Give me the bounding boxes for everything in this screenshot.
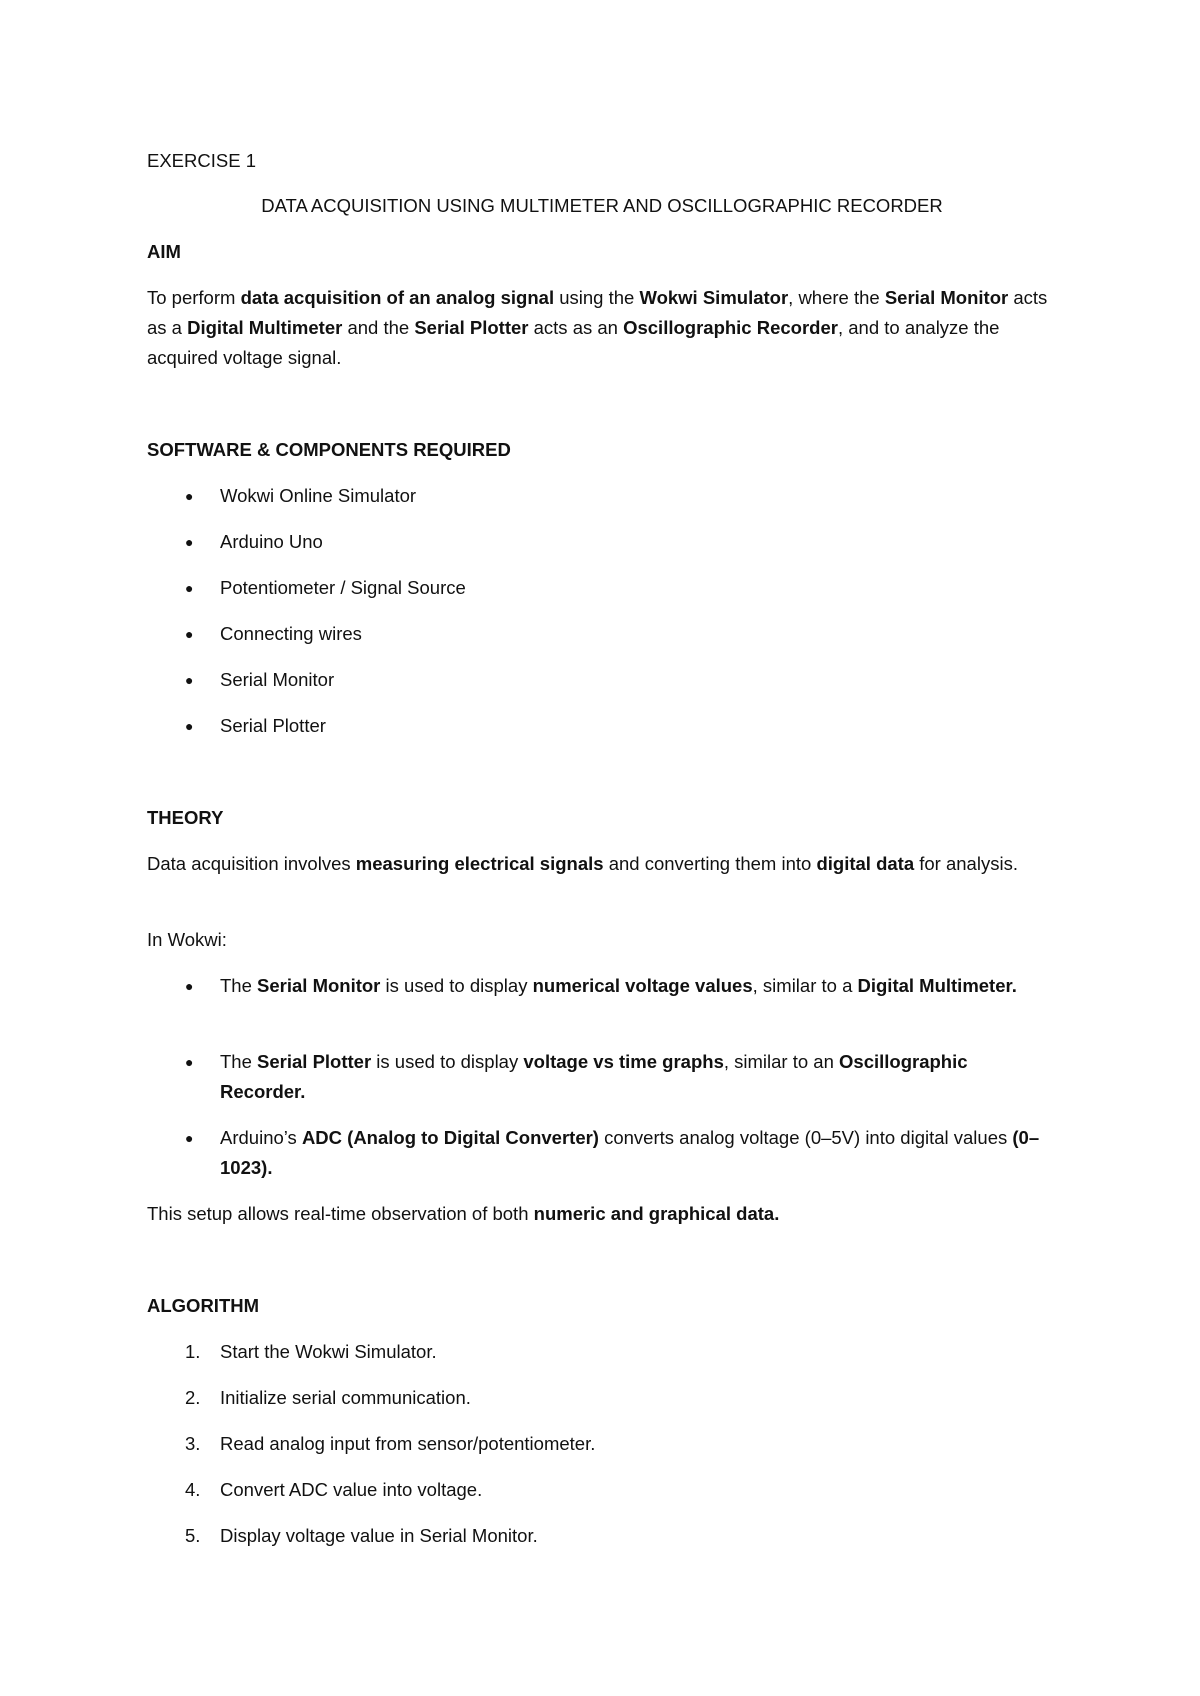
theory-summary: This setup allows real-time observation of both numeric and graphical data. (147, 1203, 780, 1224)
bullet-icon: ● (185, 1130, 194, 1146)
bullet-icon: ● (185, 534, 194, 550)
aim-paragraph: To perform data acquisition of an analog signal using the Wokwi Simulator, where the Serial Monitor acts as a Digital Multimeter and the Serial Plotter acts as an Oscillographic Recorder, and to analyze the acquired voltage signal. (147, 287, 1048, 368)
bullet-icon: ● (185, 626, 194, 642)
page-title: DATA ACQUISITION USING MULTIMETER AND OSCILLOGRAPHIC RECORDER (261, 195, 943, 216)
bullet-icon: ● (185, 672, 194, 688)
software-heading: SOFTWARE & COMPONENTS REQUIRED (147, 439, 511, 460)
bullet-icon: ● (185, 718, 194, 734)
document-page: EXERCISE 1 DATA ACQUISITION USING MULTIMETER AND OSCILLOGRAPHIC RECORDER AIM To perform data acquisition of an analog signal using the Wokwi Simulator, where the Serial Monitor acts as a Digital Multimeter and the Serial Plotter acts as an Oscillographic Recorder, and to analyze the acquired voltage signal. SOFTWARE & COMPONENTS REQUIRED ● Wokwi Online Simulator ● Arduino Uno ● Potentiometer / Signal Source ● Connecting wires ● Serial Monitor ● Serial Plotter THEORY Data acquisition involves measuring electrical signals and converting them into digital data for analysis. In Wokwi: ● The Serial Monitor is used to display numerical voltage values, similar to a Digital Multimeter. ● The Serial Plotter is used to display voltage vs time graphs, similar to an Oscillographic Recorder. ● Arduino’s ADC (Analog to Digital Converter) converts analog voltage (0–5V) into digital values (0–1023). This setup allows real-time observation of both numeric and graphical data. ALGORITHM 1. Start the Wokwi Simulator. 2. Initialize serial communication. 3. Read analog input from sensor/potentiometer. 4. Convert ADC value into voltage. 5. Display voltage value in Serial Monitor. (0, 0, 1200, 1696)
aim-heading: AIM (147, 241, 181, 262)
theory-paragraph: Data acquisition involves measuring electrical signals and converting them into digital data for analysis. (147, 853, 1018, 874)
bullet-icon: ● (185, 978, 194, 994)
theory-heading: THEORY (147, 807, 224, 828)
in-wokwi-label: In Wokwi: (147, 929, 227, 950)
bullet-icon: ● (185, 580, 194, 596)
exercise-label: EXERCISE 1 (147, 150, 256, 171)
bullet-icon: ● (185, 488, 194, 504)
bullet-icon: ● (185, 1054, 194, 1070)
algorithm-heading: ALGORITHM (147, 1295, 260, 1316)
